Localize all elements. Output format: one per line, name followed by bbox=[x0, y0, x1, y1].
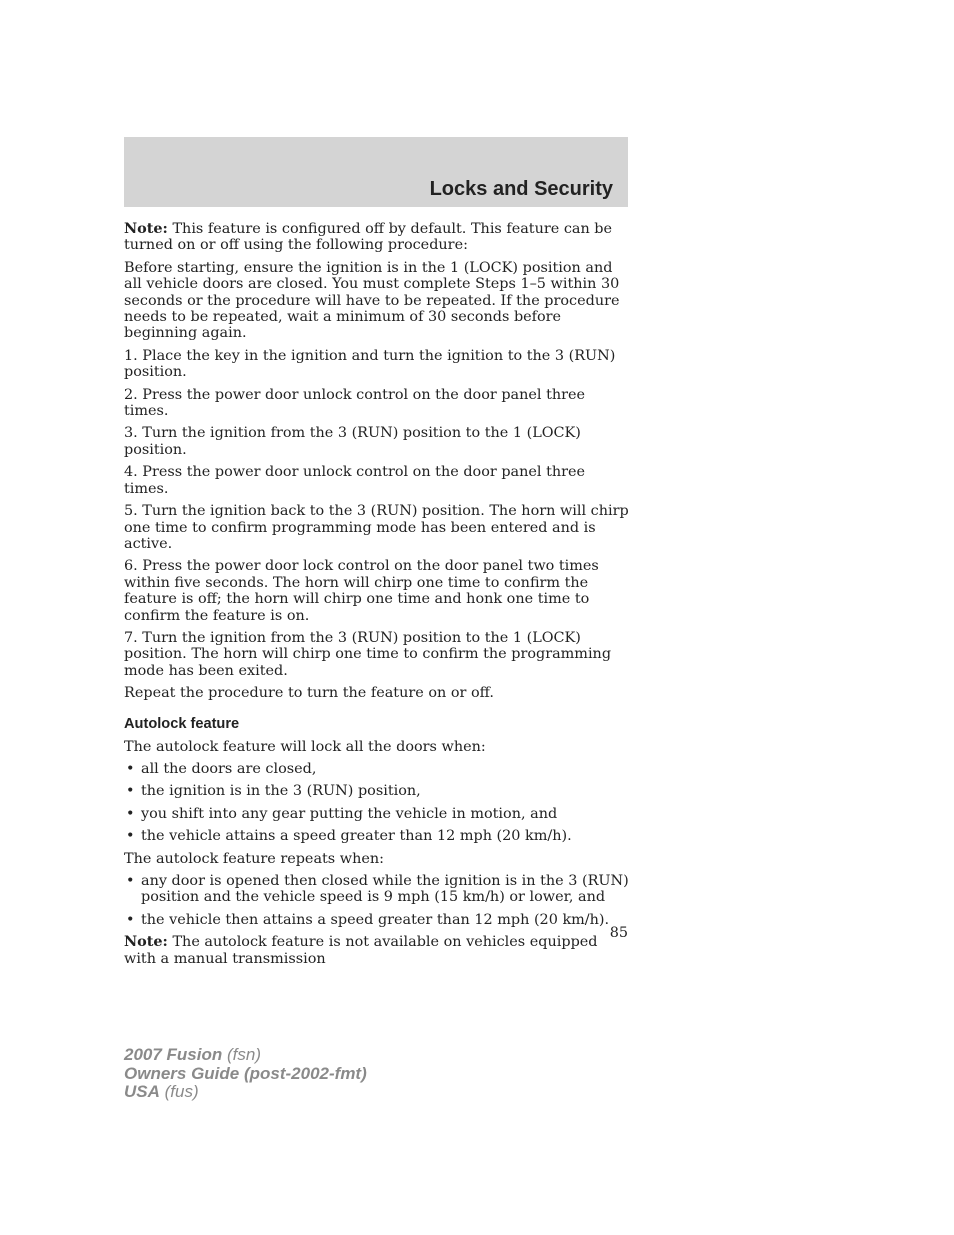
footer-line-guide bbox=[124, 1065, 367, 1084]
step-2: 2. Press the power door unlock control on the door panel three times. bbox=[124, 386, 586, 420]
repeat-paragraph: Repeat the procedure to turn the feature on or off. bbox=[124, 685, 494, 702]
autolock-note bbox=[124, 934, 630, 967]
step-3: 3. Turn the ignition from the 3 (RUN) position to the 1 (LOCK) position. bbox=[124, 425, 581, 458]
section-title: Locks and Security bbox=[429, 178, 613, 200]
footer-market: USA bbox=[124, 1082, 160, 1101]
bullet-icon: • bbox=[126, 873, 135, 889]
list-item-text: the ignition is in the 3 (RUN) position, bbox=[141, 783, 421, 800]
bullet-icon: • bbox=[126, 828, 135, 845]
autolock-lock-intro: The autolock feature will lock all the doors when: bbox=[124, 738, 486, 755]
bullet-icon: • bbox=[126, 911, 135, 928]
repeat-conditions-list bbox=[124, 873, 630, 928]
footer-model: 2007 Fusion bbox=[124, 1045, 223, 1064]
step-6: 6. Press the power door lock control on the door panel two times within five seconds. The horn will chirp one time to confirm the feature is off; the horn will chirp one time and honk one time to confirm the feature is on. bbox=[124, 558, 599, 624]
footer-line-market bbox=[124, 1083, 367, 1102]
bullet-icon: • bbox=[126, 805, 135, 822]
step-5: 5. Turn the ignition back to the 3 (RUN) position. The horn will chirp one time to confirm programming mode has been entered and is active. bbox=[124, 503, 629, 552]
document-footer bbox=[124, 1046, 367, 1102]
step-1: 1. Place the key in the ignition and turn the ignition to the 3 (RUN) position. bbox=[124, 347, 616, 381]
note-label: Note: bbox=[124, 933, 168, 951]
footer-model-code: (fsn) bbox=[222, 1045, 261, 1064]
list-item bbox=[124, 873, 630, 906]
intro-note bbox=[124, 221, 630, 254]
before-starting-paragraph: Before starting, ensure the ignition is in the 1 (LOCK) position and all vehicle doors are closed. You must complete Steps 1–5 within 30 seconds or the procedure will have to be repeated. If the procedure needs to be repeated, wait a minimum of 30 seconds before beginning again. bbox=[124, 259, 620, 342]
list-item-text: the vehicle then attains a speed greater than 12 mph (20 km/h). bbox=[141, 911, 610, 928]
page-content bbox=[124, 221, 630, 973]
list-item bbox=[124, 912, 630, 928]
footer-line-model bbox=[124, 1046, 367, 1065]
list-item-text: any door is opened then closed while the ignition is in the 3 (RUN) position and the vehicle speed is 9 mph (15 km/h) or lower, and bbox=[141, 873, 629, 906]
list-item-text: you shift into any gear putting the vehicle in motion, and bbox=[141, 805, 558, 822]
note-label: Note: bbox=[124, 220, 168, 237]
bullet-icon: • bbox=[126, 783, 135, 800]
note-text: This feature is configured off by default. This feature can be turned on or off using the following procedure: bbox=[124, 221, 613, 254]
lock-conditions-list bbox=[124, 761, 630, 845]
bullet-icon: • bbox=[126, 760, 135, 777]
list-item bbox=[124, 806, 630, 822]
page-number: 85 bbox=[609, 925, 628, 941]
list-item bbox=[124, 828, 630, 844]
footer-guide: Owners Guide (post-2002-fmt) bbox=[124, 1063, 367, 1083]
list-item-text: all the doors are closed, bbox=[141, 760, 317, 777]
list-item bbox=[124, 783, 630, 799]
step-4: 4. Press the power door unlock control on the door panel three times. bbox=[124, 464, 586, 497]
autolock-repeat-intro: The autolock feature repeats when: bbox=[124, 850, 384, 867]
section-header-band bbox=[124, 137, 628, 207]
autolock-heading: Autolock feature bbox=[124, 715, 240, 732]
step-7: 7. Turn the ignition from the 3 (RUN) position to the 1 (LOCK) position. The horn will chirp one time to confirm the programming mode has been exited. bbox=[124, 629, 612, 679]
list-item-text: the vehicle attains a speed greater than 12 mph (20 km/h). bbox=[141, 828, 572, 845]
footer-market-code: (fus) bbox=[159, 1082, 199, 1101]
note-text: The autolock feature is not available on vehicles equipped with a manual transmission bbox=[124, 934, 598, 967]
list-item bbox=[124, 761, 630, 777]
